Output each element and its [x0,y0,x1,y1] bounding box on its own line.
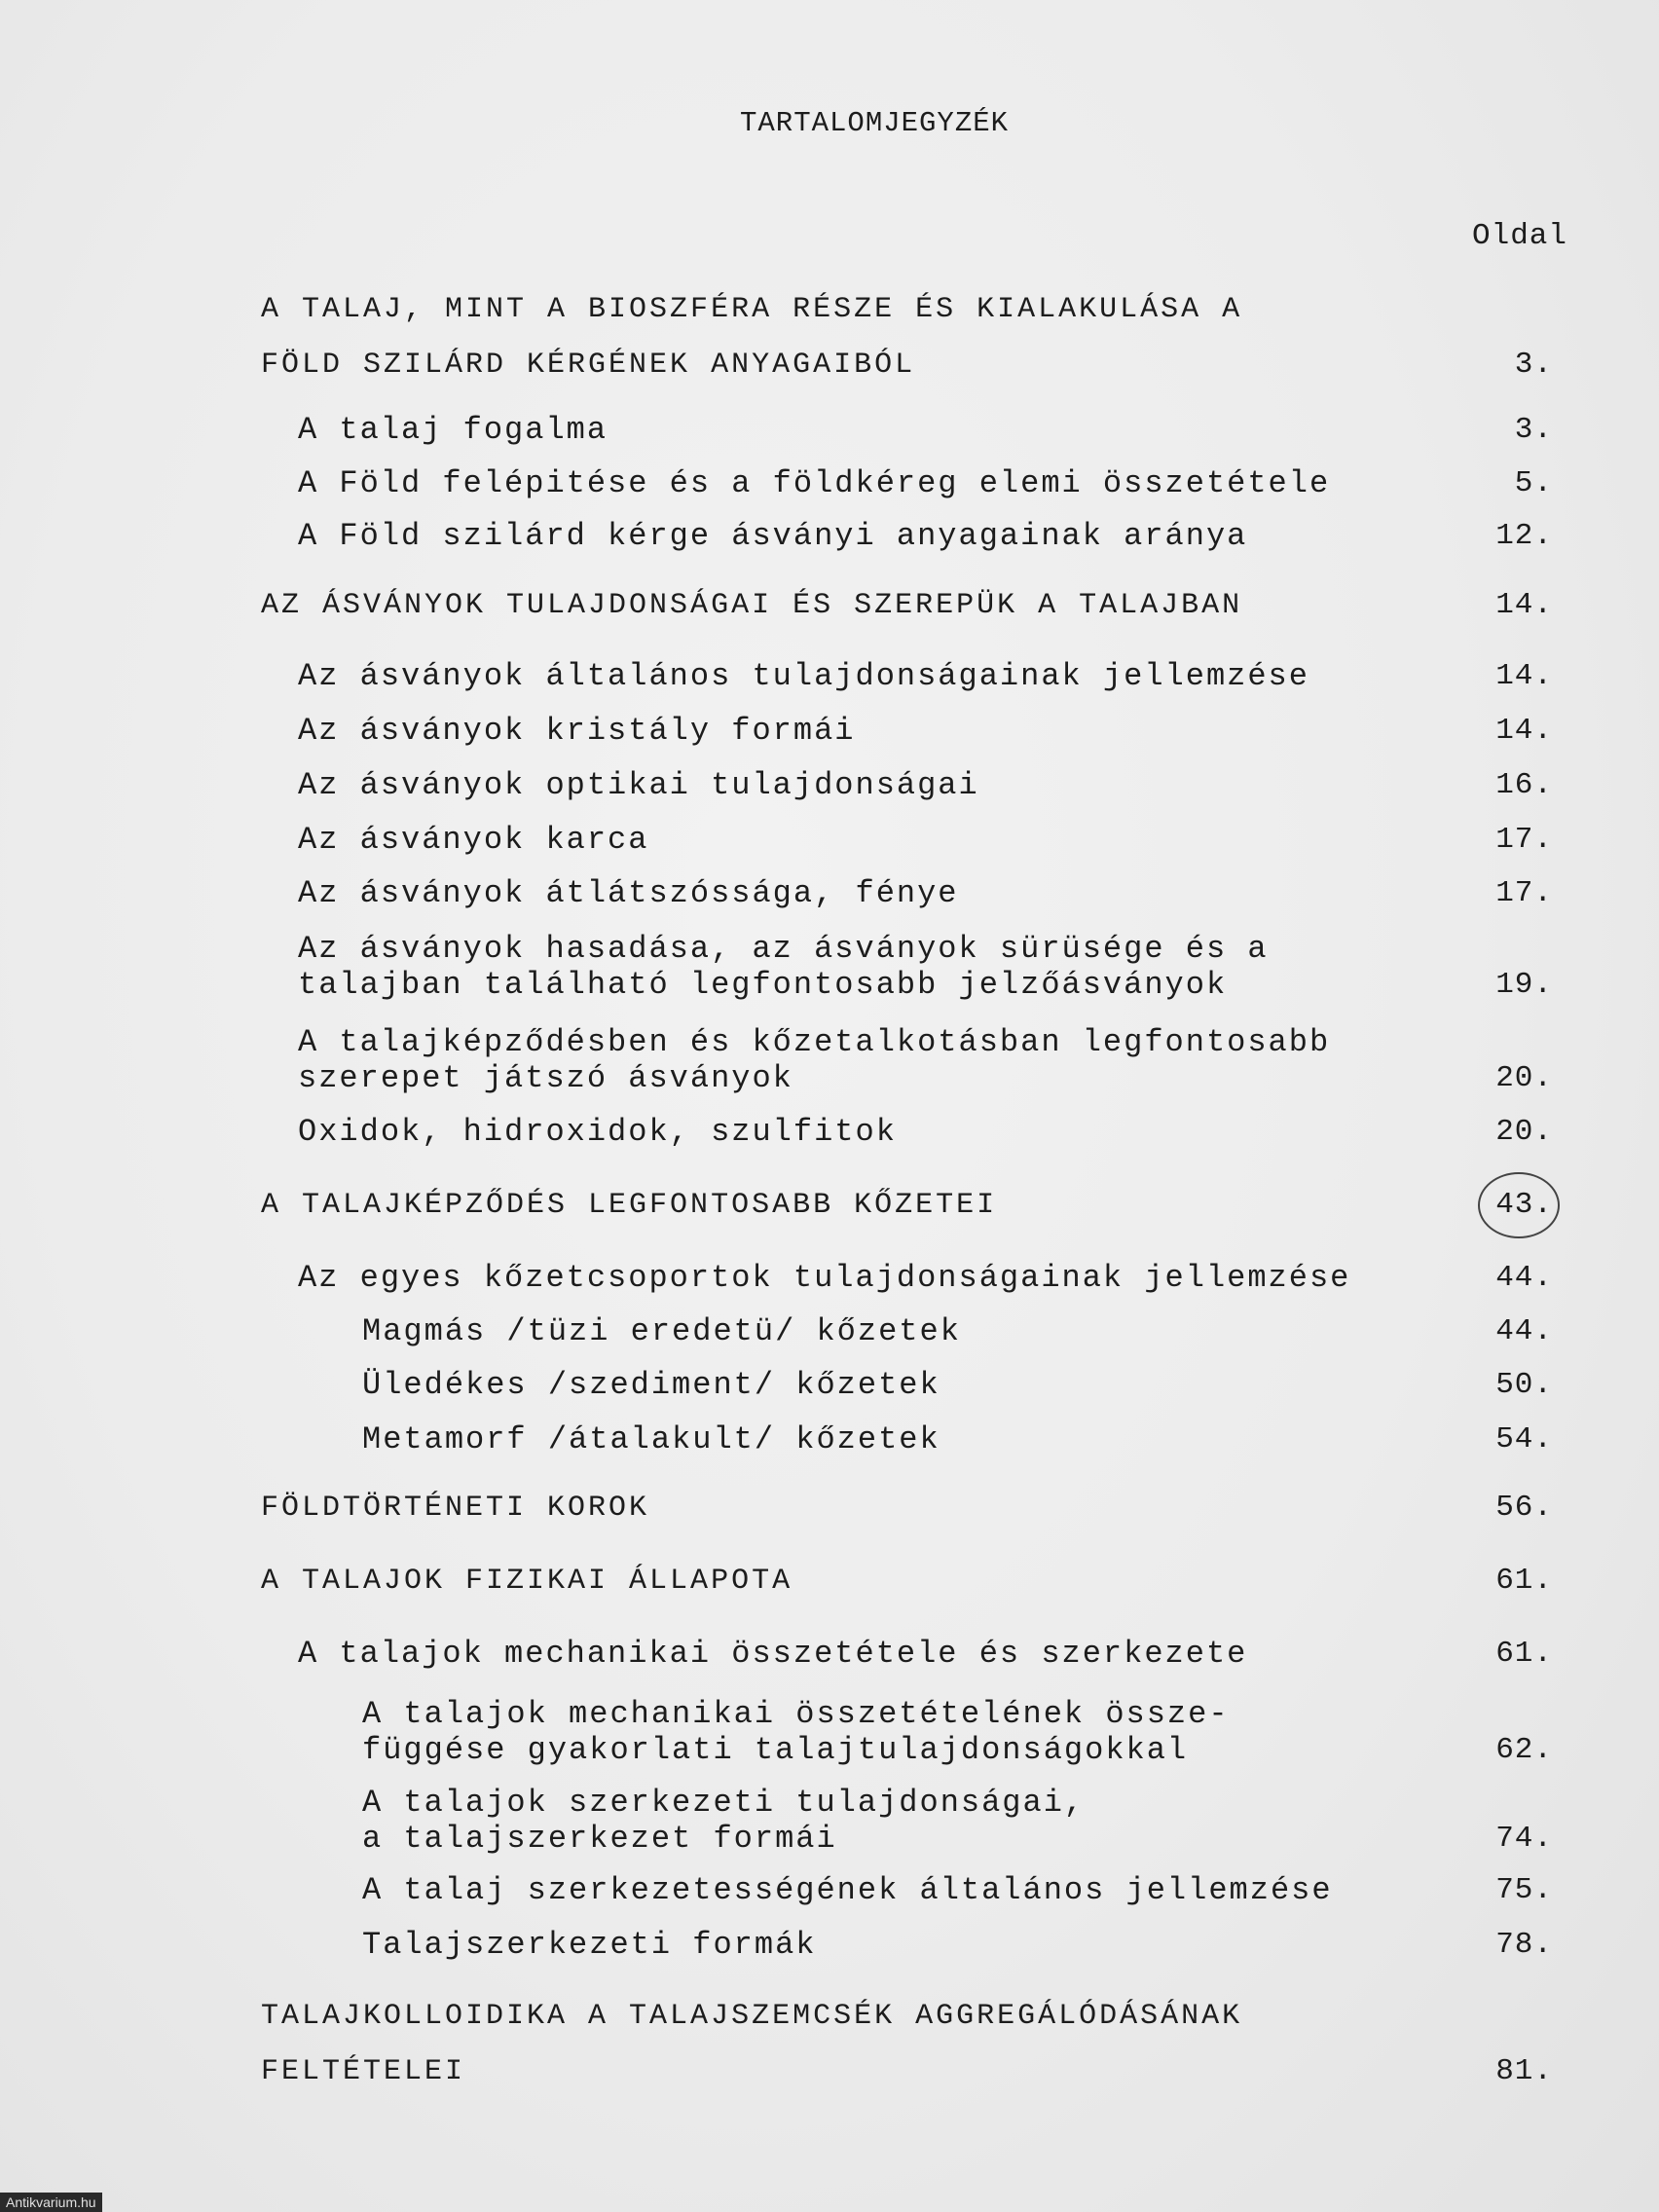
toc-page-number: 14. [1495,588,1553,622]
toc-page-number: 43. [1495,1188,1553,1222]
toc-entry-title: FÖLDTÖRTÉNETI KOROK [261,1492,650,1525]
toc-entry-title: A TALAJOK FIZIKAI ÁLLAPOTA [261,1565,793,1598]
toc-page-number: 14. [1495,659,1553,693]
toc-page-number: 81. [1495,2054,1553,2088]
toc-entry-title: Oxidok, hidroxidok, szulfitok [298,1114,897,1150]
handwritten-circle-mark [1478,1172,1560,1238]
toc-entry-title: TALAJKOLLOIDIKA A TALAJSZEMCSÉK AGGREGÁLÓDÁSÁNAK [261,2000,1243,2033]
toc-page-number: 20. [1495,1061,1553,1095]
toc-entry-title: Az ásványok kristály formái [298,713,856,749]
toc-page-number: 3. [1514,348,1553,382]
toc-entry-title: FÖLD SZILÁRD KÉRGÉNEK ANYAGAIBÓL [261,349,916,382]
toc-page-number: 44. [1495,1314,1553,1348]
toc-page-number: 62. [1495,1733,1553,1767]
toc-page-number: 5. [1514,466,1553,500]
toc-entry-title: Talajszerkezeti formák [362,1927,817,1963]
toc-entry-title: A Föld szilárd kérge ásványi anyagainak aránya [298,518,1248,554]
toc-page-number: 61. [1495,1637,1553,1671]
toc-entry-title: Az ásványok átlátszóssága, fénye [298,875,959,911]
toc-entry-title: A talajok szerkezeti tulajdonságai, [362,1785,1086,1821]
toc-page-number: 74. [1495,1822,1553,1856]
toc-entry-title: A talaj szerkezetességének általános jellemzése [362,1872,1333,1908]
toc-page-number: 44. [1495,1261,1553,1295]
toc-entry-title: Az egyes kőzetcsoportok tulajdonságainak jellemzése [298,1260,1351,1296]
toc-page-number: 19. [1495,968,1553,1002]
page-title: TARTALOMJEGYZÉK [740,107,1010,139]
page-column-header: Oldal [1472,219,1568,253]
toc-entry-title: AZ ÁSVÁNYOK TULAJDONSÁGAI ÉS SZEREPÜK A TALAJBAN [261,589,1243,622]
toc-page-number: 17. [1495,823,1553,857]
toc-entry-title: A talajképződésben és kőzetalkotásban legfontosabb [298,1024,1331,1060]
toc-entry-title: szerepet játszó ásványok [298,1060,793,1096]
toc-entry-title: talajban található legfontosabb jelzőásványok [298,967,1228,1003]
toc-entry-title: A talaj fogalma [298,412,608,448]
toc-entry-title: A TALAJKÉPZŐDÉS LEGFONTOSABB KŐZETEI [261,1189,998,1222]
toc-entry-title: a talajszerkezet formái [362,1821,837,1857]
toc-entry-title: A TALAJ, MINT A BIOSZFÉRA RÉSZE ÉS KIALAKULÁSA A [261,293,1243,326]
toc-page-number: 54. [1495,1422,1553,1456]
toc-entry-title: Az ásványok hasadása, az ásványok sürüsége és a [298,931,1269,967]
toc-page-number: 16. [1495,768,1553,802]
toc-page-number: 61. [1495,1564,1553,1598]
toc-entry-title: A talajok mechanikai összetételének össze- [362,1696,1230,1732]
toc-page-number: 3. [1514,413,1553,447]
toc-page-number: 56. [1495,1491,1553,1525]
toc-entry-title: Magmás /tüzi eredetü/ kőzetek [362,1313,961,1349]
watermark: Antikvarium.hu [0,2193,102,2212]
toc-entry-title: Metamorf /átalakult/ kőzetek [362,1421,940,1457]
toc-page-number: 12. [1495,519,1553,553]
toc-page-number: 75. [1495,1873,1553,1907]
toc-page-number: 78. [1495,1928,1553,1962]
toc-entry-title: Az ásványok karca [298,822,649,858]
toc-entry-title: függése gyakorlati talajtulajdonságokkal [362,1732,1189,1768]
toc-page-number: 20. [1495,1115,1553,1149]
toc-page-number: 50. [1495,1368,1553,1402]
toc-entry-title: Az ásványok általános tulajdonságainak jellemzése [298,658,1309,694]
toc-entry-title: Üledékes /szediment/ kőzetek [362,1367,940,1403]
toc-entry-title: A talajok mechanikai összetétele és szerkezete [298,1636,1248,1672]
toc-entry-title: A Föld felépitése és a földkéreg elemi összetétele [298,465,1331,501]
toc-entry-title: FELTÉTELEI [261,2055,466,2088]
toc-entry-title: Az ásványok optikai tulajdonságai [298,767,979,803]
toc-page-number: 17. [1495,876,1553,910]
toc-page-number: 14. [1495,714,1553,748]
